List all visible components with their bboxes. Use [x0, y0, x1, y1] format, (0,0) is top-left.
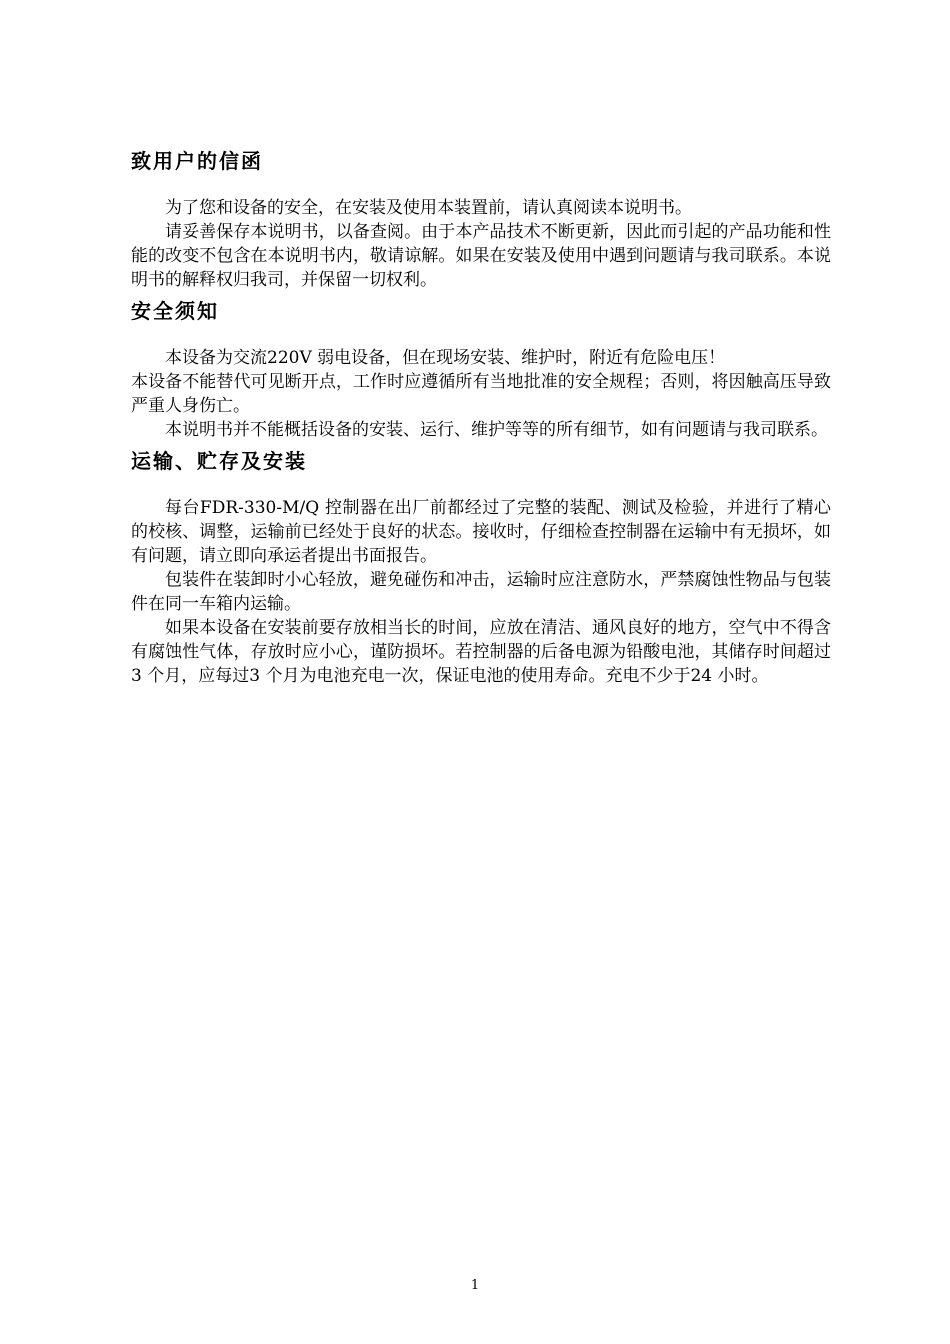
paragraph: 本设备不能替代可见断开点，工作时应遵循所有当地批准的安全规程；否则，将因触高压导致严重人身伤亡。: [131, 372, 831, 416]
page-number: 1: [470, 1278, 480, 1293]
paragraph: 本说明书并不能概括设备的安装、运行、维护等等的所有细节，如有问题请与我司联系。: [165, 420, 828, 440]
paragraph: 为了您和设备的安全，在安装及使用本装置前，请认真阅读本说明书。: [165, 198, 692, 218]
section-heading-transport: 运输、贮存及安装: [131, 449, 307, 473]
section-heading-safety: 安全须知: [131, 299, 219, 323]
section-heading-letter: 致用户的信函: [131, 149, 263, 173]
paragraph: 如果本设备在安装前要存放相当长的时间，应放在清洁、通风良好的地方，空气中不得含有腐蚀性气体，存放时应小心，谨防损坏。若控制器的后备电源为铅酸电池，其储存时间超过3 个月，应每过3 个月为电池充电一次，保证电池的使用寿命。充电不少于24 小时。: [131, 618, 831, 686]
paragraph: 每台FDR-330-M/Q 控制器在出厂前都经过了完整的装配、测试及检验，并进行了精心的校核、调整，运输前已经处于良好的状态。接收时，仔细检查控制器在运输中有无损坏，如有问题，请立即向承运者提出书面报告。: [131, 498, 831, 566]
paragraph: 本设备为交流220V 弱电设备，但在现场安装、维护时，附近有危险电压！: [165, 348, 726, 368]
paragraph: 请妥善保存本说明书，以备查阅。由于本产品技术不断更新，因此而引起的产品功能和性能的改变不包含在本说明书内，敬请谅解。如果在安装及使用中遇到问题请与我司联系。本说明书的解释权归我司，并保留一切权利。: [131, 222, 831, 290]
paragraph: 包装件在装卸时小心轻放，避免碰伤和冲击，运输时应注意防水，严禁腐蚀性物品与包装件在同一车箱内运输。: [131, 570, 831, 614]
document-body: [131, 146, 831, 688]
